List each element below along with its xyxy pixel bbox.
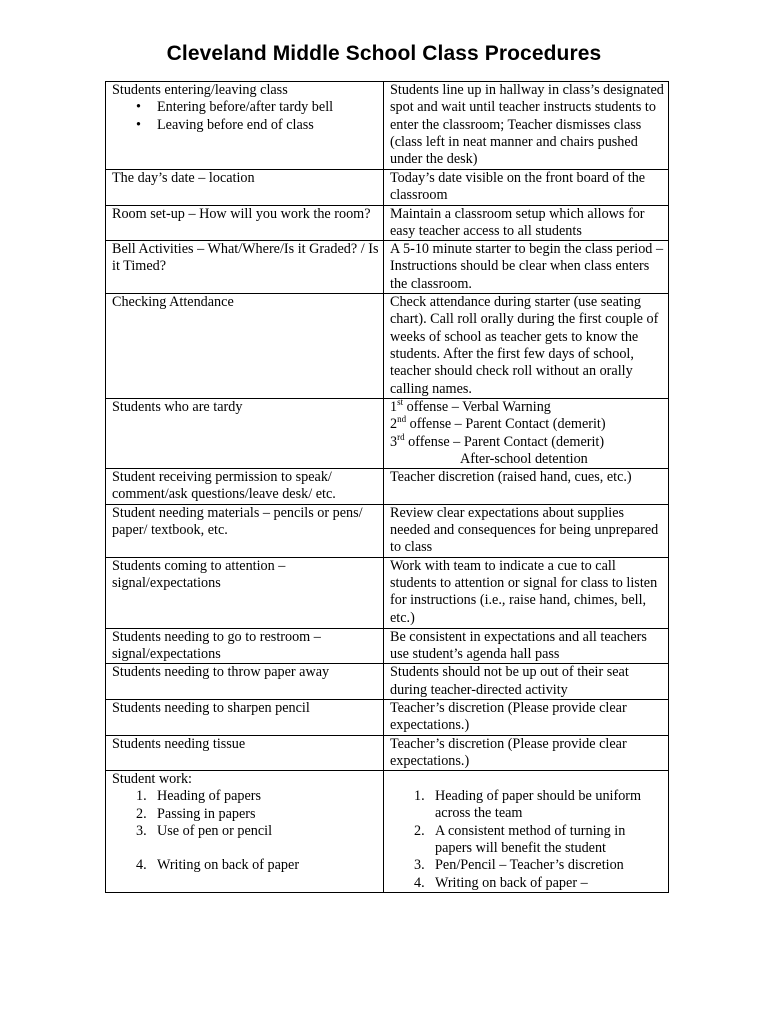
tardy-extra: After-school detention xyxy=(460,450,588,467)
expectation-cell: Teacher discretion (raised hand, cues, etc.) xyxy=(384,469,669,505)
procedure-cell: Checking Attendance xyxy=(106,294,384,399)
table-row xyxy=(106,504,669,557)
table-row xyxy=(106,699,669,735)
table-row xyxy=(106,398,669,468)
expectation-cell: Teacher’s discretion (Please provide clear expectations.) xyxy=(384,735,669,771)
cell-spacer xyxy=(390,771,664,788)
table-row xyxy=(106,735,669,771)
table-row xyxy=(106,557,669,628)
table-row xyxy=(106,241,669,294)
expectation-cell: Be consistent in expectations and all teachers use student’s agenda hall pass xyxy=(384,628,669,664)
expectation-cell: Students should not be up out of their seat during teacher-directed activity xyxy=(384,664,669,700)
expectation-cell xyxy=(384,398,669,468)
table-row xyxy=(106,664,669,700)
procedure-cell: Students needing tissue xyxy=(106,735,384,771)
procedure-cell: The day’s date – location xyxy=(106,170,384,206)
list-item: 3. Pen/Pencil – Teacher’s discretion xyxy=(414,857,624,874)
expectation-cell: Review clear expectations about supplies needed and consequences for being unprepared to class xyxy=(384,504,669,557)
page-title: Cleveland Middle School Class Procedures xyxy=(166,42,602,65)
expectation-cell: Students line up in hallway in class’s designated spot and wait until teacher instructs students to enter the classroom; Teacher dismisses class (class left in neat manner and chairs pushed under the desk) xyxy=(384,82,669,170)
procedures-table xyxy=(105,81,669,893)
procedure-cell: Students needing to throw paper away xyxy=(106,664,384,700)
procedure-cell: Student needing materials – pencils or pens/ paper/ textbook, etc. xyxy=(106,504,384,557)
expectation-cell: Teacher’s discretion (Please provide clear expectations.) xyxy=(384,699,669,735)
expectation-cell: Work with team to indicate a cue to call students to attention or signal for class to listen for instructions (i.e., raise hand, chimes, bell, etc.) xyxy=(384,557,669,628)
list-item: 4. Writing on back of paper xyxy=(136,857,300,874)
tardy-line: 2nd offense – Parent Contact (demerit) xyxy=(390,414,606,433)
list-item: • Entering before/after tardy bell xyxy=(136,99,379,116)
procedure-cell xyxy=(106,82,384,170)
expectation-cell xyxy=(384,771,669,893)
list-item: 3. Use of pen or pencil xyxy=(136,823,273,840)
procedure-cell: Students needing to sharpen pencil xyxy=(106,699,384,735)
expectation-cell: Check attendance during starter (use seating chart). Call roll orally during the first couple of weeks of school as teacher gets to know the students. After the first few days of school, teacher should check roll without an orally calling names. xyxy=(384,294,669,399)
table-row xyxy=(106,205,669,241)
bullet-list xyxy=(112,99,379,134)
table-row xyxy=(106,294,669,399)
expectation-cell: Today’s date visible on the front board of the classroom xyxy=(384,170,669,206)
list-item: 2. Passing in papers xyxy=(136,805,256,822)
numbered-list xyxy=(390,788,664,892)
list-spacer xyxy=(136,840,379,857)
table-row xyxy=(106,628,669,664)
list-item: 1. Heading of paper should be uniform across the team xyxy=(414,788,642,822)
tardy-line: 3rd offense – Parent Contact (demerit) xyxy=(390,431,605,450)
tardy-line: 1st offense – Verbal Warning xyxy=(390,396,551,415)
expectation-cell: Maintain a classroom setup which allows for easy teacher access to all students xyxy=(384,205,669,241)
procedure-cell xyxy=(106,771,384,893)
table-row xyxy=(106,771,669,893)
procedure-label: Student work: xyxy=(112,771,192,788)
procedure-cell: Room set-up – How will you work the room? xyxy=(106,205,384,241)
expectation-cell: A 5-10 minute starter to begin the class period – Instructions should be clear when class enters the classroom. xyxy=(384,241,669,294)
list-item: 1. Heading of papers xyxy=(136,788,262,805)
procedure-label: Students entering/leaving class xyxy=(112,82,288,98)
procedure-cell: Students who are tardy xyxy=(106,398,384,468)
procedure-cell: Students coming to attention – signal/expectations xyxy=(106,557,384,628)
procedure-cell: Bell Activities – What/Where/Is it Graded? / Is it Timed? xyxy=(106,241,384,294)
procedure-cell: Student receiving permission to speak/ comment/ask questions/leave desk/ etc. xyxy=(106,469,384,505)
procedure-cell: Students needing to go to restroom – signal/expectations xyxy=(106,628,384,664)
table-row xyxy=(106,469,669,505)
table-row xyxy=(106,170,669,206)
list-item: 2. A consistent method of turning in papers will benefit the student xyxy=(414,822,626,857)
list-item: 4. Writing on back of paper – xyxy=(414,874,588,891)
table-row xyxy=(106,82,669,170)
list-item: • Leaving before end of class xyxy=(136,117,379,134)
numbered-list xyxy=(112,788,379,874)
